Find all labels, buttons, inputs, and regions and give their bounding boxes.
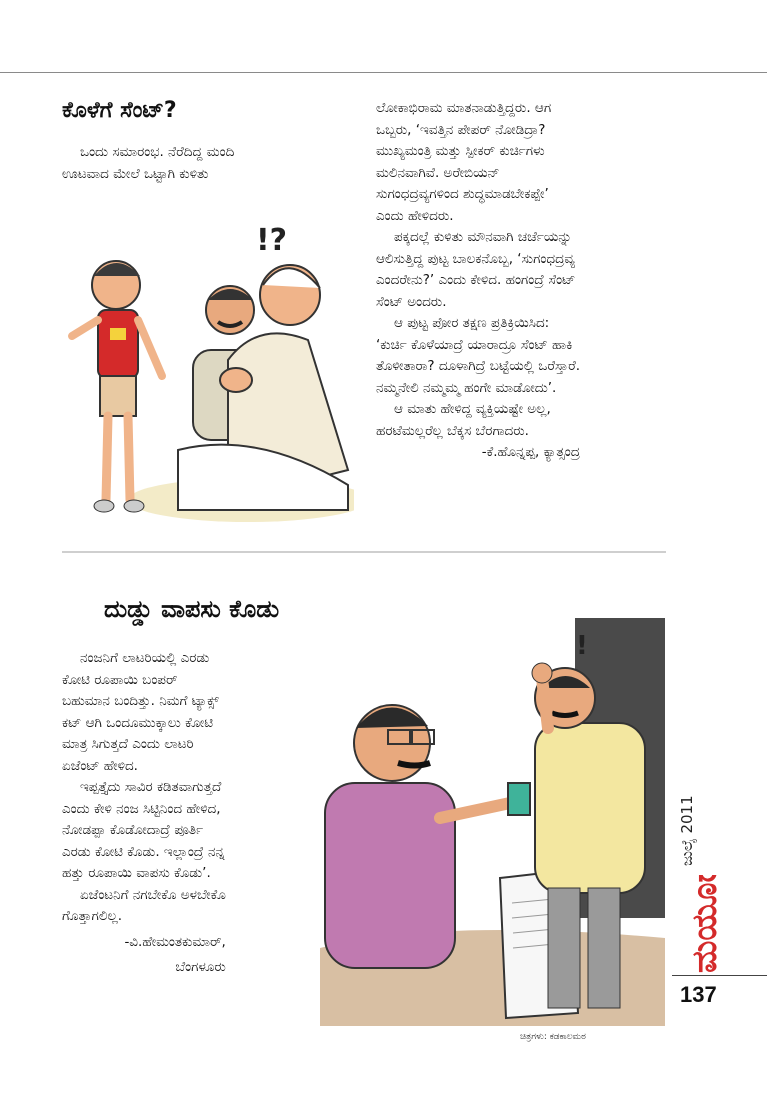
story1-left-line: ಊಟವಾದ ಮೇಲೆ ಒಟ್ಟಾಗಿ ಕುಳಿತು: [62, 165, 209, 182]
illustration-credit: ಚಿತ್ರಗಳು: ಕಡಕಾಲಮಠ: [520, 1032, 586, 1042]
lottery-ticket: [508, 783, 530, 815]
magazine-name: ಮಯೂರ: [685, 875, 725, 973]
story1-line: ಮಲಿನವಾಗಿವೆ. ಅರೇಬಿಯನ್: [376, 164, 500, 181]
story2-line: ಏಜೆಂಟನಿಗೆ ನಗಬೇಕೊ ಅಳಬೇಕೊ: [80, 886, 226, 903]
story2-line: ನಂಜನಿಗೆ ಲಾಟರಿಯಲ್ಲಿ ಎರಡು: [80, 650, 210, 666]
story2-author-name: -ವಿ.ಹೇಮಂತಕುಮಾರ್,: [124, 933, 226, 950]
story1-line: ಸುಗಂಧದ್ರವ್ಯಗಳಿಂದ ಶುದ್ಧಮಾಡಬೇಕಪ್ಪೇ’: [376, 186, 549, 202]
story1-author: -ಕೆ.ಹೊನ್ನಪ್ಪ, ಕ್ಯಾತ್ಸಂದ್ರ: [481, 444, 581, 460]
story2-line: ಎರಡು ಕೋಟಿ ಕೊಡು. ಇಲ್ಲಾಂದ್ರೆ ನನ್ನ: [62, 843, 225, 860]
story2-line: ನೋಡಪ್ಪಾ ಕೊಡೋದಾದ್ರೆ ಪೂರ್ತಿ: [62, 822, 204, 838]
top-rule: [0, 72, 767, 73]
story1-line: ಹರಟೆಮಲ್ಲರೆಲ್ಲ ಬೆಕ್ಕಸ ಬೆರಗಾದರು.: [376, 422, 529, 439]
story1-line: ಆ ಪುಟ್ಟ ಪೋರ ತಕ್ಷಣ ಪ್ರತಿಕ್ರಿಯಿಸಿದ:: [394, 315, 550, 331]
story1-line: ಮುಖ್ಯಮಂತ್ರಿ ಮತ್ತು ಸ್ಪೀಕರ್ ಕುರ್ಚಿಗಳು: [376, 143, 545, 159]
story1-left-line: ಒಂದು ಸಮಾರಂಭ. ನೆರೆದಿದ್ದ ಮಂದಿ: [80, 144, 235, 160]
boy-in-red-shirt: [72, 261, 162, 512]
story2-line: ಇಪ್ಪತ್ತೈದು ಸಾವಿರ ಕಡಿತವಾಗುತ್ತದೆ: [80, 779, 222, 795]
story2-column: [62, 648, 226, 979]
story2-line: ಗೊತ್ತಾಗಲಿಲ್ಲ.: [62, 908, 123, 924]
magazine-logo: [668, 875, 738, 975]
story1-line: ಸೆಂಟ್ ಅಂದರು.: [376, 293, 447, 310]
story1-line: ‘ಕುರ್ಚಿ ಕೊಳೆಯಾದ್ರೆ ಯಾರಾದ್ರೂ ಸೆಂಟ್ ಹಾಕಿ: [376, 336, 573, 353]
kids-cartoon-illustration: [58, 210, 354, 530]
story1-line: ಲೋಕಾಭಿರಾಮ ಮಾತನಾಡುತ್ತಿದ್ದರು. ಆಗ: [376, 100, 552, 116]
story2-line: ಏಜೆಂಟ್ ಹೇಳಿದ.: [62, 757, 138, 774]
story2-line: ಎಂದು ಕೇಳಿ ನಂಜ ಸಿಟ್ಟಿನಿಂದ ಹೇಳಿದ,: [62, 800, 221, 817]
story1-left-column: [62, 142, 234, 185]
story2-line: ಹತ್ತು ರೂಪಾಯಿ ವಾಪಸು ಕೊಡು’.: [62, 865, 211, 881]
story2-line: ಬಹುಮಾನ ಬಂದಿತ್ತು. ನಿಮಗೆ ಟ್ಯಾಕ್ಸ್: [62, 693, 219, 709]
story2-line: ಕಟ್ ಆಗಿ ಒಂದೂಮುಕ್ಕಾಲು ಕೋಟಿ: [62, 714, 214, 731]
story1-line: ತೊಳೀತಾರಾ? ದೂಳಾಗಿದ್ರೆ ಬಟ್ಟೆಯಲ್ಲಿ ಒರೆಸ್ತಾರೆ.: [376, 358, 581, 374]
issue-date: [668, 770, 704, 870]
story2-line: ಮಾತ್ರ ಸಿಗುತ್ತದೆ ಎಂದು ಲಾಟರಿ: [62, 736, 194, 752]
story1-line: ಆಲಿಸುತ್ತಿದ್ದ ಪುಟ್ಟ ಬಾಲಕನೊಬ್ಬ, ‘ಸುಗಂಧದ್ರವ್ಯ: [376, 250, 575, 267]
exclamation-marks: !?: [256, 223, 288, 258]
story2-line: ಕೋಟಿ ರೂಪಾಯಿ ಬಂಪರ್: [62, 671, 178, 688]
story2-author-place: ಬೆಂಗಳೂರು: [175, 959, 226, 975]
svg-text:!: !: [576, 631, 588, 661]
page-number: 137: [680, 982, 717, 1007]
story1-line: ಎಂದರೇನು?’ ಎಂದು ಕೇಳಿದ. ಹಂಗಂದ್ರೆ ಸೆಂಟ್: [376, 272, 576, 288]
story1-line: ಪಕ್ಕದಲ್ಲೆ ಕುಳಿತು ಮೌನವಾಗಿ ಚರ್ಚೆಯನ್ನು: [394, 229, 572, 245]
story1-right-column: [376, 98, 580, 464]
story1-line: ಒಬ್ಬರು, ‘ಇವತ್ತಿನ ಪೇಪರ್ ನೋಡಿದ್ರಾ?: [376, 121, 546, 138]
story1-title: ಕೊಳೆಗೆ ಸೆಂಟ್?: [62, 98, 177, 123]
section-divider: [62, 551, 666, 553]
story1-line: ಎಂದು ಹೇಳಿದರು.: [376, 207, 454, 224]
story2-title: ದುಡ್ಡು ವಾಪಸು ಕೊಡು: [104, 595, 280, 623]
story1-line: ಆ ಮಾತು ಹೇಳಿದ್ದ ವ್ಯಕ್ತಿಯಷ್ಟೇ ಅಲ್ಲ,: [394, 401, 551, 417]
page-number-rule: [672, 975, 767, 976]
story1-line: ನಮ್ಮನೇಲಿ ನಮ್ಮಮ್ಮ ಹಂಗೇ ಮಾಡೋದು’.: [376, 379, 557, 396]
issue-date-text: ಜುಲೈ 2011: [678, 795, 696, 866]
lottery-cartoon-illustration: [320, 618, 665, 1026]
